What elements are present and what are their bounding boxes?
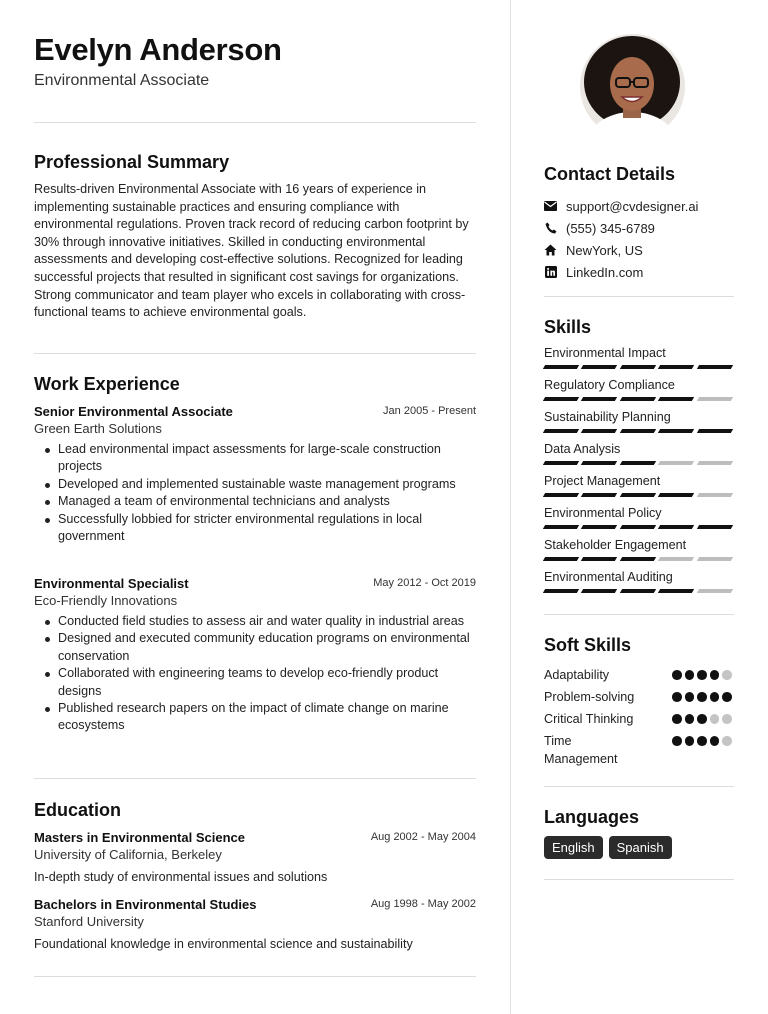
skill-level-segment xyxy=(620,397,657,401)
skill-level-segment xyxy=(581,557,618,561)
rating-dot xyxy=(710,714,720,724)
skill-level-segment xyxy=(620,461,657,465)
contact-phone[interactable] xyxy=(544,219,655,237)
job-title: Environmental Specialist xyxy=(34,576,189,591)
rating-dot xyxy=(685,736,695,746)
skill-level-bar xyxy=(544,365,734,369)
divider xyxy=(544,786,734,787)
candidate-title: Environmental Associate xyxy=(34,72,210,89)
candidate-name: Evelyn Anderson xyxy=(34,32,282,67)
divider xyxy=(34,976,476,977)
rating-dot xyxy=(697,670,707,680)
soft-skill-item xyxy=(544,688,734,706)
education-entry xyxy=(34,830,476,884)
job-title: Senior Environmental Associate xyxy=(34,404,233,419)
skill-name: Sustainability Planning xyxy=(544,410,671,424)
job-bullets xyxy=(34,613,476,735)
skill-level-bar xyxy=(544,461,734,465)
phone-text: (555) 345-6789 xyxy=(566,220,655,236)
skill-level-segment xyxy=(696,493,733,497)
skill-item xyxy=(544,378,734,401)
envelope-icon xyxy=(544,200,557,213)
school-name: Stanford University xyxy=(34,914,144,929)
skill-level-segment xyxy=(581,525,618,529)
phone-icon xyxy=(544,222,557,235)
divider xyxy=(544,296,734,297)
rating-dot xyxy=(710,692,720,702)
skill-level-segment xyxy=(543,461,580,465)
skill-level-segment xyxy=(658,525,695,529)
bullet-item: Collaborated with engineering teams to develop eco-friendly product designs xyxy=(34,665,476,700)
rating-dot xyxy=(722,670,732,680)
skill-level-bar xyxy=(544,397,734,401)
job-date: Jan 2005 - Present xyxy=(383,405,476,417)
skill-level-segment xyxy=(620,557,657,561)
rating-dot xyxy=(697,736,707,746)
language-tag: English xyxy=(544,836,603,859)
skill-level-segment xyxy=(581,429,618,433)
skill-level-bar xyxy=(544,557,734,561)
rating-dot xyxy=(672,692,682,702)
skill-level-bar xyxy=(544,493,734,497)
soft-skills-heading: Soft Skills xyxy=(544,635,632,655)
job-date: May 2012 - Oct 2019 xyxy=(373,577,476,589)
soft-skill-name: Problem-solving xyxy=(544,690,635,704)
rating-dot xyxy=(722,692,732,702)
skill-level-segment xyxy=(696,365,733,369)
soft-skill-rating xyxy=(672,692,732,702)
skill-item xyxy=(544,346,734,369)
skill-level-segment xyxy=(658,397,695,401)
skill-level-segment xyxy=(620,429,657,433)
skill-level-segment xyxy=(658,557,695,561)
skill-item xyxy=(544,474,734,497)
bullet-item: Lead environmental impact assessments for large-scale construction projects xyxy=(34,441,476,476)
skill-level-segment xyxy=(581,397,618,401)
education-entry xyxy=(34,897,476,951)
skill-level-segment xyxy=(581,589,618,593)
bullet-item: Published research papers on the impact of climate change on marine ecosystems xyxy=(34,700,476,735)
skill-name: Environmental Impact xyxy=(544,346,666,360)
rating-dot xyxy=(722,736,732,746)
rating-dot xyxy=(672,714,682,724)
soft-skill-name: Critical Thinking xyxy=(544,712,634,726)
skill-level-bar xyxy=(544,589,734,593)
skill-level-segment xyxy=(581,493,618,497)
skill-level-segment xyxy=(658,493,695,497)
rating-dot xyxy=(697,714,707,724)
job-entry xyxy=(34,576,476,735)
skill-level-segment xyxy=(543,429,580,433)
divider xyxy=(544,614,734,615)
contact-location xyxy=(544,241,643,259)
summary-heading: Professional Summary xyxy=(34,152,230,172)
experience-heading: Work Experience xyxy=(34,374,180,394)
skill-level-segment xyxy=(696,589,733,593)
linkedin-icon xyxy=(544,266,557,279)
home-icon xyxy=(544,244,557,257)
divider xyxy=(34,122,476,123)
contact-heading: Contact Details xyxy=(544,164,676,184)
skill-level-segment xyxy=(620,525,657,529)
skill-level-bar xyxy=(544,429,734,433)
soft-skill-rating xyxy=(672,714,732,724)
languages-heading: Languages xyxy=(544,807,640,827)
divider xyxy=(34,778,476,779)
skill-item xyxy=(544,538,734,561)
bullet-item: Managed a team of environmental technicians and analysts xyxy=(34,493,476,510)
rating-dot xyxy=(685,714,695,724)
skill-level-segment xyxy=(543,557,580,561)
job-company: Eco-Friendly Innovations xyxy=(34,593,178,608)
rating-dot xyxy=(710,736,720,746)
bullet-item: Conducted field studies to assess air and water quality in industrial areas xyxy=(34,613,476,630)
degree-title: Bachelors in Environmental Studies xyxy=(34,897,257,912)
rating-dot xyxy=(685,670,695,680)
rating-dot xyxy=(722,714,732,724)
skill-name: Data Analysis xyxy=(544,442,621,456)
skill-level-segment xyxy=(581,461,618,465)
rating-dot xyxy=(672,736,682,746)
email-text: support@cvdesigner.ai xyxy=(566,198,699,214)
bullet-item: Successfully lobbied for stricter environmental regulations in local government xyxy=(34,511,476,546)
education-date: Aug 2002 - May 2004 xyxy=(370,831,476,843)
column-divider xyxy=(510,0,511,1014)
skill-name: Regulatory Compliance xyxy=(544,378,675,392)
skill-name: Stakeholder Engagement xyxy=(544,538,687,552)
soft-skill-rating xyxy=(672,736,732,746)
education-description: In-depth study of environmental issues and solutions xyxy=(34,870,328,884)
skill-level-segment xyxy=(696,429,733,433)
location-text: NewYork, US xyxy=(566,242,643,258)
school-name: University of California, Berkeley xyxy=(34,847,222,862)
skill-level-segment xyxy=(581,365,618,369)
summary-text: Results-driven Environmental Associate with 16 years of experience in implementing sustainable practices and ensuring compliance with environmental regulations. Proven track record of reducing carbon footprint by 30% through innovative initiatives. Skilled in conducting environmental assessments and developing cost-effective solutions. Recognized for leading successful projects that resulted in significant cost savings for organizations. Strong communicator and team player who excels in collaborating with cross-functional teams to achieve environmental goals. xyxy=(34,182,469,320)
skill-level-segment xyxy=(543,397,580,401)
degree-title: Masters in Environmental Science xyxy=(34,830,245,845)
job-entry xyxy=(34,404,476,545)
soft-skill-item xyxy=(544,732,734,768)
skill-item xyxy=(544,570,734,593)
skill-level-segment xyxy=(696,525,733,529)
skill-level-segment xyxy=(543,493,580,497)
soft-skill-rating xyxy=(672,670,732,680)
skill-level-segment xyxy=(696,397,733,401)
skill-level-segment xyxy=(658,365,695,369)
skill-name: Environmental Auditing xyxy=(544,570,673,584)
skill-level-segment xyxy=(696,461,733,465)
profile-photo xyxy=(580,34,685,139)
skill-level-segment xyxy=(543,365,580,369)
divider xyxy=(544,879,734,880)
skill-level-bar xyxy=(544,525,734,529)
skill-item xyxy=(544,442,734,465)
divider xyxy=(34,353,476,354)
soft-skill-item xyxy=(544,666,734,684)
contact-email[interactable] xyxy=(544,197,698,215)
skill-level-segment xyxy=(620,365,657,369)
job-company: Green Earth Solutions xyxy=(34,421,162,436)
languages-list xyxy=(544,836,672,859)
skill-level-segment xyxy=(620,493,657,497)
education-date: Aug 1998 - May 2002 xyxy=(370,898,476,910)
bullet-item: Designed and executed community education programs on environmental conservation xyxy=(34,630,476,665)
education-description: Foundational knowledge in environmental science and sustainability xyxy=(34,937,413,951)
skill-level-segment xyxy=(543,525,580,529)
skill-item xyxy=(544,410,734,433)
soft-skill-name: Adaptability xyxy=(544,668,610,682)
skill-level-segment xyxy=(620,589,657,593)
skills-heading: Skills xyxy=(544,317,592,337)
language-tag: Spanish xyxy=(609,836,672,859)
contact-linkedin[interactable] xyxy=(544,263,643,281)
skill-level-segment xyxy=(696,557,733,561)
skill-level-segment xyxy=(543,589,580,593)
soft-skill-item xyxy=(544,710,734,728)
skill-name: Project Management xyxy=(544,474,661,488)
linkedin-text: LinkedIn.com xyxy=(566,264,644,280)
skill-level-segment xyxy=(658,429,695,433)
skill-level-segment xyxy=(658,461,695,465)
skill-level-segment xyxy=(658,589,695,593)
rating-dot xyxy=(672,670,682,680)
rating-dot xyxy=(697,692,707,702)
education-heading: Education xyxy=(34,800,122,820)
rating-dot xyxy=(710,670,720,680)
skill-name: Environmental Policy xyxy=(544,506,662,520)
soft-skill-name: Time Management xyxy=(544,734,618,766)
bullet-item: Developed and implemented sustainable waste management programs xyxy=(34,476,476,493)
skill-item xyxy=(544,506,734,529)
rating-dot xyxy=(685,692,695,702)
job-bullets xyxy=(34,441,476,545)
